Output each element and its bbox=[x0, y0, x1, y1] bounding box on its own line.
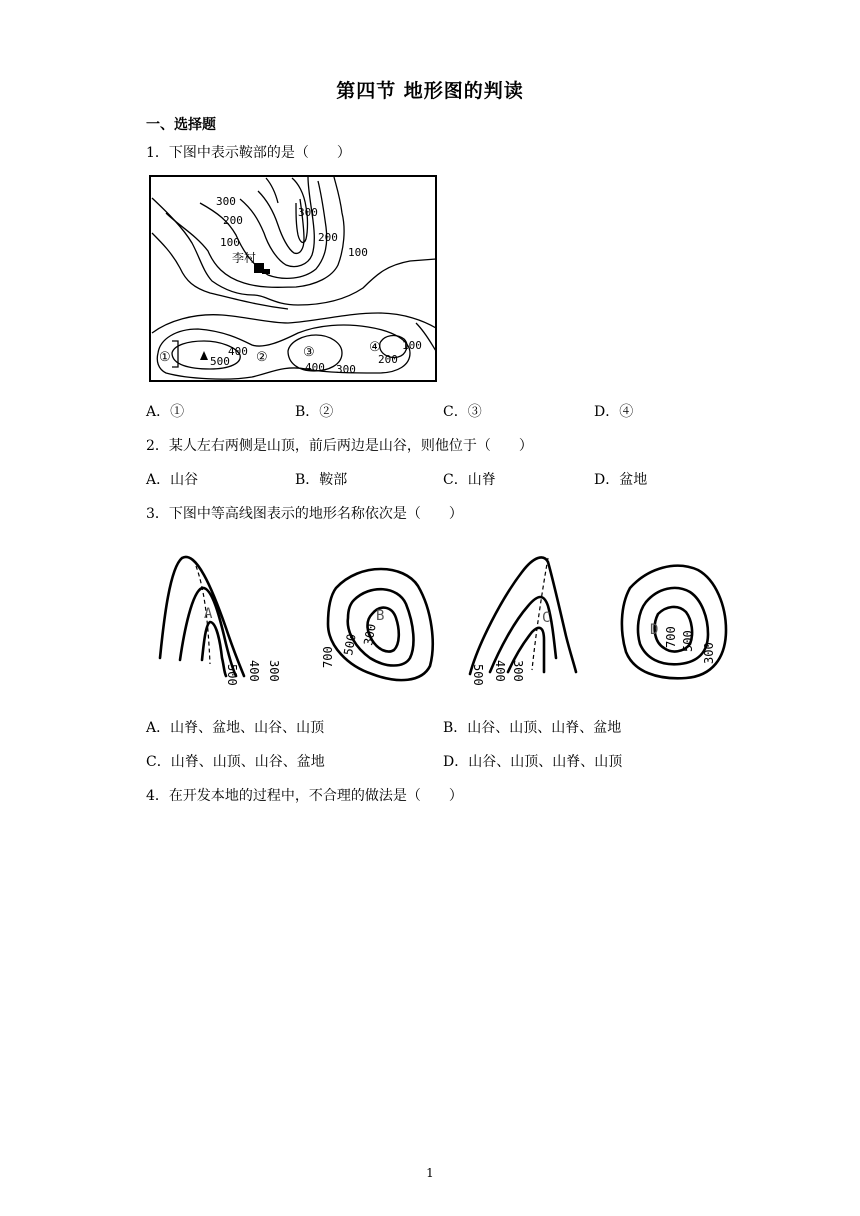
fig-c-label: 400 bbox=[493, 660, 507, 682]
marker-3: ③ bbox=[303, 345, 315, 360]
contour-label: 300 bbox=[216, 195, 236, 208]
q3-option-c: C．山脊、山顶、山谷、盆地 bbox=[146, 754, 325, 770]
q1-option-d: D．④ bbox=[594, 404, 634, 420]
contour-label: 100 bbox=[220, 236, 240, 249]
contour-label: 200 bbox=[378, 353, 398, 366]
fig-c-label: 500 bbox=[471, 664, 485, 686]
q1-option-a: A．① bbox=[146, 404, 185, 420]
q2-option-d: D．盆地 bbox=[594, 472, 648, 488]
q1-option-b: B．② bbox=[295, 404, 334, 420]
contour-label: 300 bbox=[298, 206, 318, 219]
q3-option-a: A．山脊、盆地、山谷、山顶 bbox=[146, 720, 325, 736]
question-2-stem: 2．某人左右两侧是山顶，前后两边是山谷，则他位于（ ） bbox=[146, 438, 533, 454]
fig-a-label: 500 bbox=[225, 664, 239, 686]
point-d: D bbox=[650, 622, 659, 638]
contour-label: 400 bbox=[228, 345, 248, 358]
page-number: 1 bbox=[426, 1166, 434, 1180]
page-title: 第四节 地形图的判读 bbox=[336, 80, 524, 102]
question-1-stem: 1．下图中表示鞍部的是（ ） bbox=[146, 145, 351, 161]
fig-b-label: 500 bbox=[341, 632, 359, 657]
contour-map-1 bbox=[148, 173, 440, 385]
point-b: B bbox=[376, 608, 385, 624]
q3-option-d: D．山谷、山顶、山脊、山顶 bbox=[443, 754, 623, 770]
point-a: A bbox=[204, 606, 213, 622]
contour-label: 200 bbox=[223, 214, 243, 227]
contour-label: 100 bbox=[402, 339, 422, 352]
q1-option-c: C．③ bbox=[443, 404, 482, 420]
marker-2: ② bbox=[256, 350, 268, 365]
contour-label: 200 bbox=[318, 231, 338, 244]
contour-map-2 bbox=[150, 548, 730, 693]
q2-option-a: A．山谷 bbox=[146, 472, 199, 488]
fig-d-label: 300 bbox=[702, 642, 716, 664]
marker-4: ④ bbox=[369, 340, 381, 355]
fig-b-label: 300 bbox=[361, 622, 379, 647]
fig-b-label: 700 bbox=[321, 646, 335, 668]
contour-label: 100 bbox=[348, 246, 368, 259]
village-name: 李村 bbox=[232, 251, 257, 265]
fig-d-label: 700 bbox=[664, 626, 678, 648]
fig-c-label: 300 bbox=[511, 660, 525, 682]
contour-label: 400 bbox=[305, 361, 325, 374]
fig-d-label: 500 bbox=[681, 630, 695, 652]
peak-triangle bbox=[200, 351, 208, 360]
marker-1: ① bbox=[159, 350, 171, 365]
q3-option-b: B．山谷、山顶、山脊、盆地 bbox=[443, 720, 622, 736]
q2-option-b: B．鞍部 bbox=[295, 472, 348, 488]
contour-label: 300 bbox=[336, 363, 356, 376]
fig-a-label: 300 bbox=[267, 660, 281, 682]
fig-a-label: 400 bbox=[247, 660, 261, 682]
q2-option-c: C．山脊 bbox=[443, 472, 496, 488]
question-4-stem: 4．在开发本地的过程中，不合理的做法是（ ） bbox=[146, 788, 463, 804]
contour-label: 500 bbox=[210, 355, 230, 368]
section-heading: 一、选择题 bbox=[146, 117, 216, 133]
question-3-stem: 3．下图中等高线图表示的地形名称依次是（ ） bbox=[146, 506, 463, 522]
point-c: C bbox=[542, 610, 551, 626]
